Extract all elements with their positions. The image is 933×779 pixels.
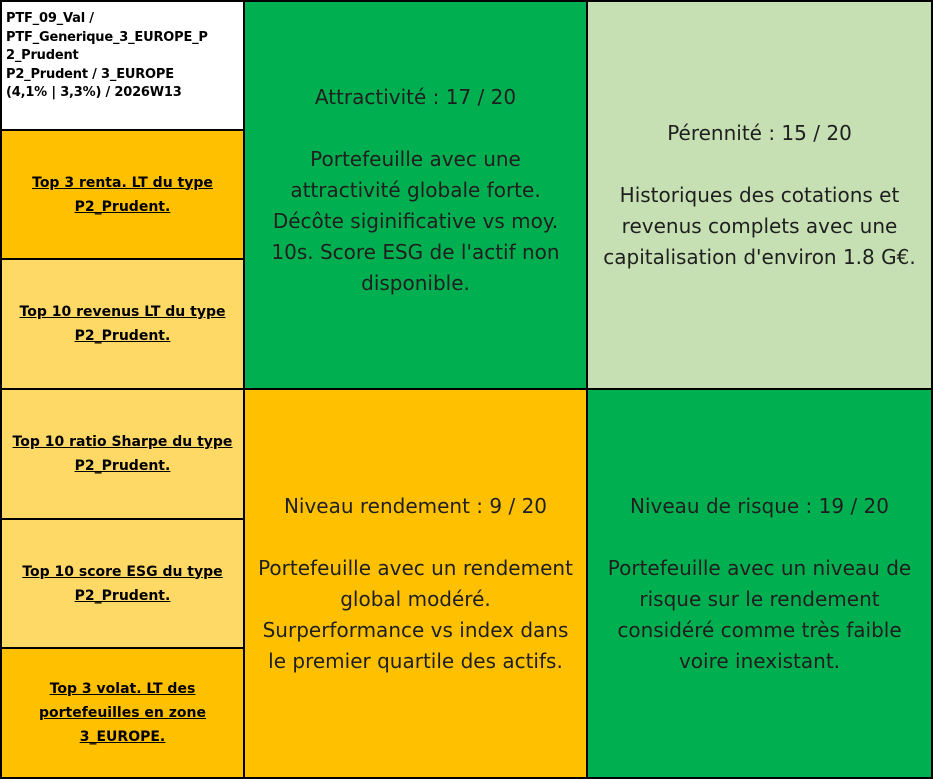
link-top3-volat[interactable] <box>2 649 243 777</box>
link-top10-esg[interactable] <box>2 520 243 647</box>
risque-line: Portefeuille avec un niveau de <box>607 555 912 580</box>
link-top10-sharpe[interactable] <box>2 390 243 518</box>
link-top10-esg-label[interactable]: Top 10 score ESG du type P2_Prudent. <box>22 563 223 604</box>
link-top10-revenus[interactable] <box>2 260 243 388</box>
info-line: (4,1% | 3,3%) / 2026W13 <box>6 85 182 100</box>
risque-panel <box>588 390 931 777</box>
portfolio-info <box>2 2 243 129</box>
risque-line: risque sur le rendement <box>639 586 880 611</box>
rendement-title: Niveau rendement : 9 / 20 <box>283 493 548 518</box>
perennite-line: Historiques des cotations et <box>619 182 900 207</box>
attractivite-line: Portefeuille avec une <box>310 146 521 171</box>
perennite-title: Pérennité : 15 / 20 <box>667 120 852 145</box>
rendement-panel <box>245 390 586 777</box>
info-line: PTF_09_Val / <box>6 11 94 26</box>
attractivite-line: attractivité globale forte. <box>290 177 541 202</box>
attractivite-panel <box>245 2 586 388</box>
attractivite-line: disponible. <box>361 270 470 295</box>
rendement-line: Portefeuille avec un rendement <box>258 555 573 580</box>
info-line: 2_Prudent <box>6 48 79 63</box>
risque-title: Niveau de risque : 19 / 20 <box>630 493 889 518</box>
attractivite-line: Décôte siginificative vs moy. <box>272 208 559 233</box>
risque-line: voire inexistant. <box>678 648 841 673</box>
risque-line: considéré comme très faible <box>617 617 902 642</box>
link-top3-renta[interactable] <box>2 131 243 258</box>
link-top3-volat-label[interactable]: Top 3 volat. LT des portefeuilles en zone 3_EUROPE. <box>39 681 206 745</box>
rendement-line: global modéré. <box>340 586 491 611</box>
attractivite-title: Attractivité : 17 / 20 <box>314 84 517 109</box>
perennite-line: capitalisation d'environ 1.8 G€. <box>603 244 916 269</box>
info-line: P2_Prudent / 3_EUROPE <box>6 66 174 82</box>
link-top10-revenus-label[interactable]: Top 10 revenus LT du type P2_Prudent. <box>19 304 226 344</box>
info-line: PTF_Generique_3_EUROPE_P <box>6 29 208 45</box>
rendement-line: le premier quartile des actifs. <box>268 648 563 673</box>
perennite-line: revenus complets avec une <box>621 213 898 238</box>
rendement-line: Surperformance vs index dans <box>262 617 569 642</box>
attractivite-line: 10s. Score ESG de l'actif non <box>271 239 560 264</box>
perennite-panel <box>588 2 931 388</box>
link-top10-sharpe-label[interactable]: Top 10 ratio Sharpe du type P2_Prudent. <box>12 434 233 474</box>
link-top3-renta-label[interactable]: Top 3 renta. LT du type P2_Prudent. <box>32 174 213 215</box>
